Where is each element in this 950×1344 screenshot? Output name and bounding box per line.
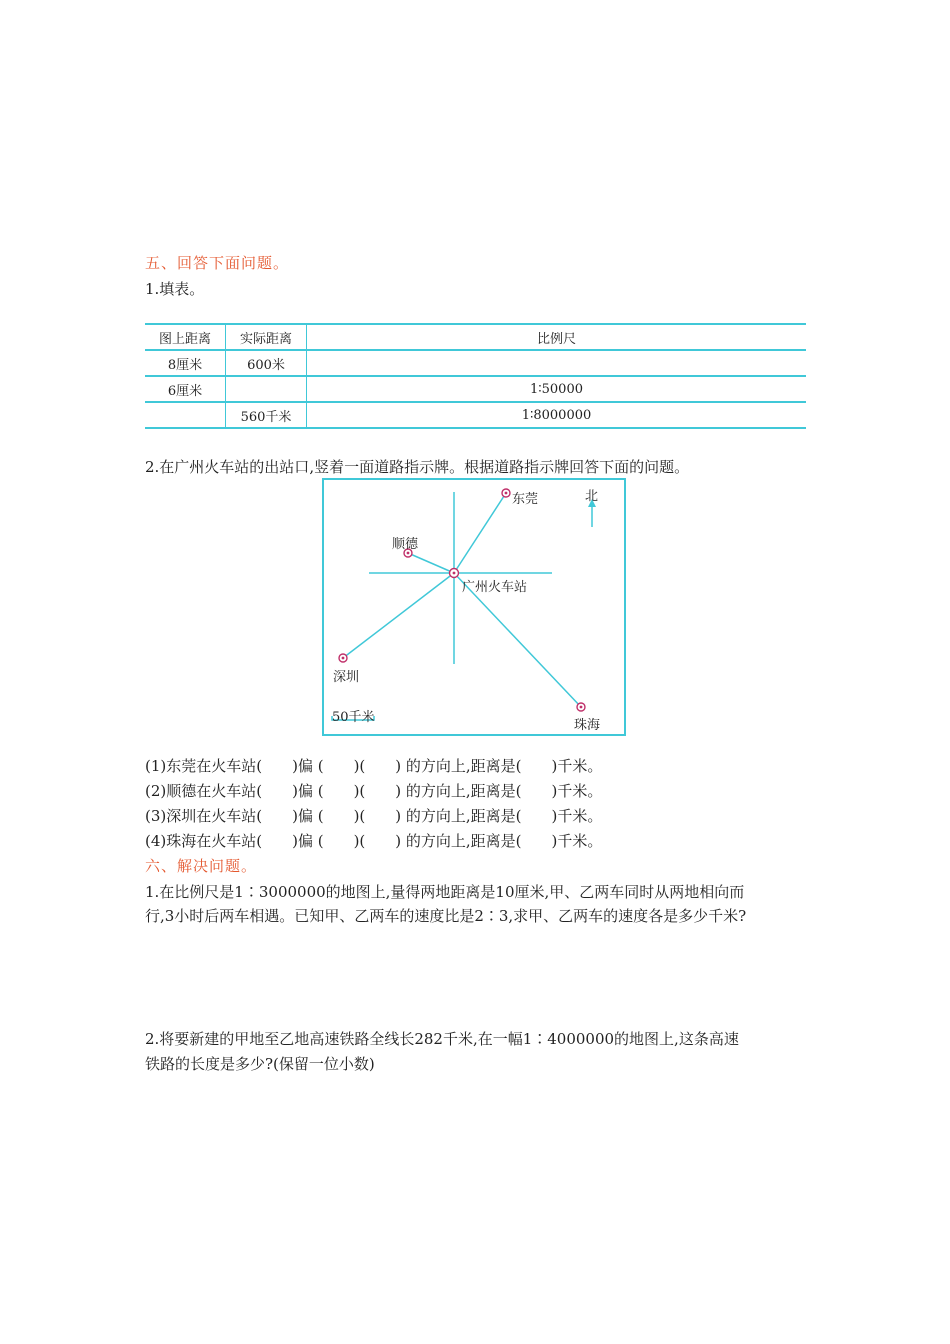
table-cell: 1∶8000000 [307,402,807,428]
section-6-heading: 六、解决问题。 [145,857,258,875]
road-sign-map [322,478,626,736]
table-header-row [145,324,806,350]
table-cell: 600米 [226,350,307,376]
question-1-title: 1.填表。 [145,280,205,298]
fill-table [145,323,806,429]
table-row [145,350,806,376]
label-scale: 50千米 [332,710,375,725]
section-5-heading: 五、回答下面问题。 [145,254,290,272]
route-dongguan [454,493,506,573]
table-cell: 560千米 [226,402,307,428]
problem-2-line-1: 2.将要新建的甲地至乙地高速铁路全线长282千米,在一幅1∶4000000的地图上,这条高速 [145,1030,739,1048]
route-shunde [408,553,454,573]
question-2-1: (1)东莞在火车站( )偏 ( )( ) 的方向上,距离是( )千米。 [145,757,603,775]
table-cell: 1∶50000 [307,376,807,402]
table-row [145,376,806,402]
question-2-3: (3)深圳在火车站( )偏 ( )( ) 的方向上,距离是( )千米。 [145,807,603,825]
header-scale: 比例尺 [307,324,807,350]
problem-2-line-2: 铁路的长度是多少?(保留一位小数) [145,1055,375,1073]
label-shunde: 顺德 [392,537,419,552]
problem-1-line-1: 1.在比例尺是1∶3000000的地图上,量得两地距离是10厘米,甲、乙两车同时从两地相向而 [145,883,745,901]
header-map-distance: 图上距离 [145,324,226,350]
map-drawing [324,480,624,734]
header-actual-distance: 实际距离 [226,324,307,350]
table-cell [226,376,307,402]
table-cell: 6厘米 [145,376,226,402]
label-shenzhen: 深圳 [333,670,360,685]
route-shenzhen [343,573,454,658]
label-zhuhai: 珠海 [574,718,601,733]
label-north: 北 [585,489,599,504]
question-2-4: (4)珠海在火车站( )偏 ( )( ) 的方向上,距离是( )千米。 [145,832,603,850]
label-station: 广州火车站 [462,580,528,595]
label-dongguan: 东莞 [512,492,539,507]
table-cell: 8厘米 [145,350,226,376]
problem-1-line-2: 行,3小时后两车相遇。已知甲、乙两车的速度比是2∶3,求甲、乙两车的速度各是多少千米? [145,907,747,925]
table-cell [145,402,226,428]
table-row [145,402,806,428]
table-cell [307,350,807,376]
question-2-title: 2.在广州火车站的出站口,竖着一面道路指示牌。根据道路指示牌回答下面的问题。 [145,458,690,476]
question-2-2: (2)顺德在火车站( )偏 ( )( ) 的方向上,距离是( )千米。 [145,782,603,800]
